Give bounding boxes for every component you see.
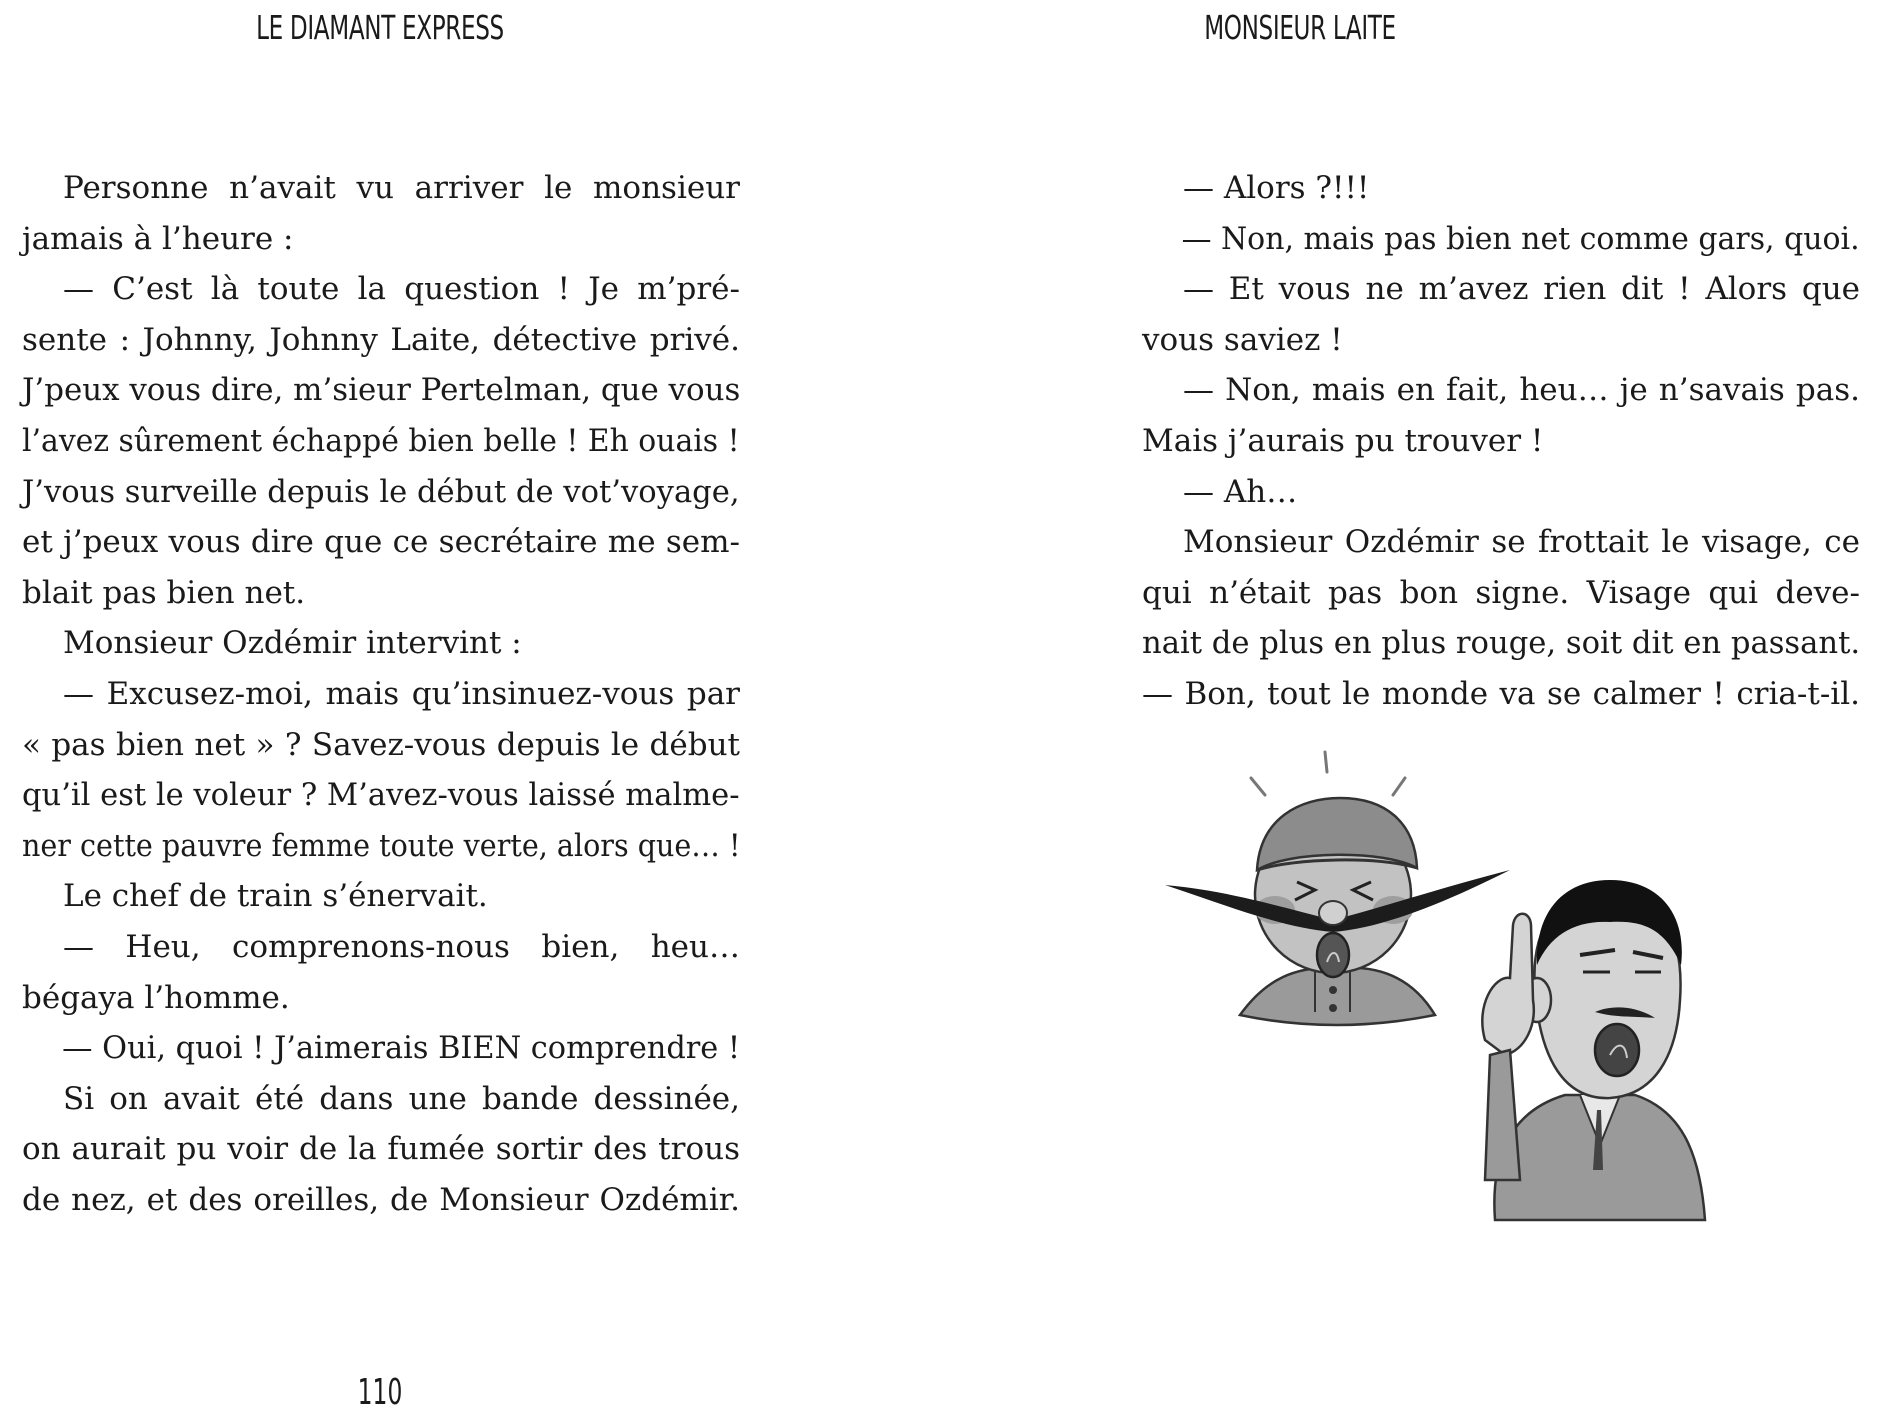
text-line: Monsieur Ozdémir se frottait le visage, ce: [1183, 524, 1860, 561]
text-line: sente : Johnny, Johnny Laite, détective privé.: [22, 321, 740, 358]
text-line: de nez, et des oreilles, de Monsieur Ozdémir.: [22, 1181, 740, 1218]
anger-lines-icon: [1251, 752, 1405, 795]
text-line: J’peux vous dire, m’sieur Pertelman, que vous: [22, 372, 741, 409]
text-line: ner cette pauvre femme toute verte, alors que… !: [22, 827, 741, 864]
detective-raised-hand: [1482, 914, 1533, 1055]
page-number: 110: [357, 1372, 403, 1413]
text-line: — Bon, tout le monde va se calmer ! cria-t-il.: [1142, 675, 1860, 712]
text-line: blait pas bien net.: [22, 574, 306, 611]
text-line: et j’peux vous dire que ce secrétaire me sem-: [22, 524, 740, 561]
text-line: — C’est là toute la question ! Je m’pré-: [63, 271, 740, 308]
text-line: vous saviez !: [1142, 321, 1343, 358]
right-running-head: MONSIEUR LAITE: [1204, 8, 1396, 47]
text-line: — Ah…: [1183, 473, 1298, 510]
text-line: bégaya l’homme.: [22, 979, 290, 1016]
detective-mouth: [1595, 1024, 1639, 1076]
text-line: Si on avait été dans une bande dessinée,: [63, 1080, 740, 1117]
right-page-text: [1142, 163, 1860, 720]
text-line: qu’il est le voleur ? M’avez-vous laissé malme-: [22, 777, 740, 814]
left-page-text: [22, 163, 740, 1225]
text-line: Le chef de train s’énervait.: [63, 878, 488, 915]
text-line: — Excusez-moi, mais qu’insinuez-vous par: [63, 675, 740, 712]
conductor-mouth: [1317, 933, 1349, 977]
text-line: Mais j’aurais pu trouver !: [1142, 422, 1544, 459]
text-line: nait de plus en plus rouge, soit dit en passant.: [1142, 625, 1861, 662]
conductor-and-detective-illustration: [1165, 750, 1765, 1230]
text-line: — Et vous ne m’avez rien dit ! Alors que: [1183, 271, 1860, 308]
text-line: J’vous surveille depuis le début de vot’voyage,: [22, 473, 740, 510]
text-line: — Oui, quoi ! J’aimerais BIEN comprendre !: [62, 1030, 741, 1067]
text-line: l’avez sûrement échappé bien belle ! Eh ouais !: [22, 422, 740, 459]
text-line: — Non, mais en fait, heu… je n’savais pas.: [1183, 372, 1860, 409]
text-line: — Alors ?!!!: [1183, 170, 1370, 206]
left-running-head: LE DIAMANT EXPRESS: [256, 8, 504, 47]
text-line: jamais à l’heure :: [22, 220, 294, 257]
text-line: — Non, mais pas bien net comme gars, quoi.: [1181, 220, 1860, 257]
text-line: on aurait pu voir de la fumée sortir des trous: [22, 1131, 740, 1168]
text-line: Monsieur Ozdémir intervint :: [63, 625, 522, 662]
text-line: qui n’était pas bon signe. Visage qui deve-: [1142, 574, 1860, 611]
text-line: « pas bien net » ? Savez-vous depuis le début: [22, 726, 740, 763]
text-line: — Heu, comprenons-nous bien, heu…: [63, 928, 740, 965]
text-line: Personne n’avait vu arriver le monsieur: [63, 170, 740, 206]
